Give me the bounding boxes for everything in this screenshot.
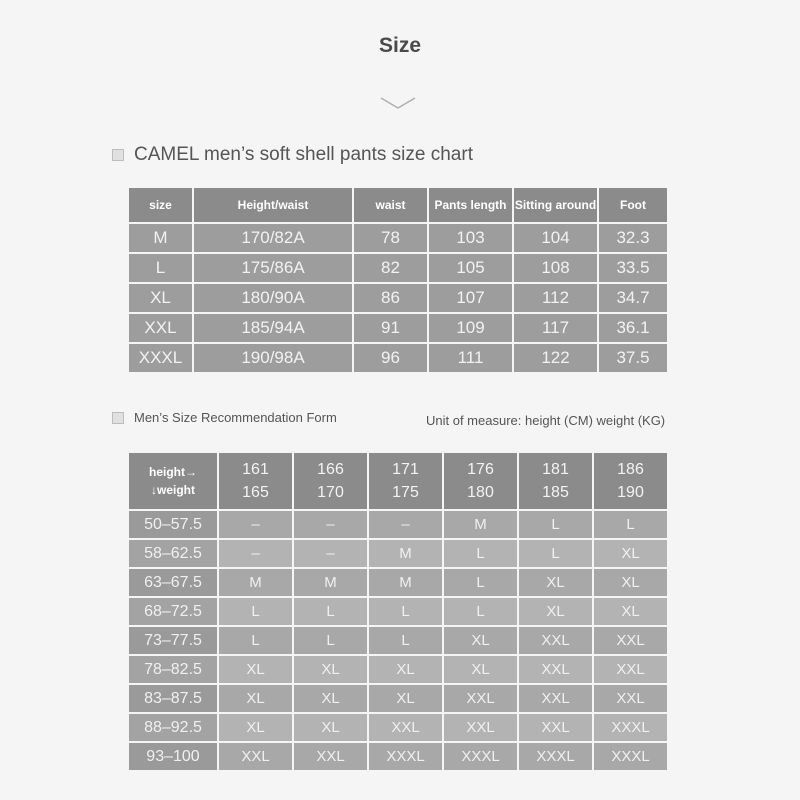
weight-label: weight — [157, 483, 195, 497]
table-cell: 107 — [428, 283, 513, 313]
height-range-min: 161 — [242, 461, 269, 478]
right-arrow-icon: → — [185, 465, 197, 479]
size-cell: L — [443, 568, 518, 597]
size-cell: XL — [443, 626, 518, 655]
height-range-header — [593, 452, 668, 510]
table-row — [128, 713, 668, 742]
size-chart-column-header: size — [128, 187, 193, 223]
size-cell: L — [293, 597, 368, 626]
table-cell: 111 — [428, 343, 513, 373]
size-chart-header-row — [128, 187, 668, 223]
table-cell: 170/82A — [193, 223, 353, 253]
size-cell: XL — [218, 655, 293, 684]
weight-range-cell: 50–57.5 — [128, 510, 218, 539]
weight-range-cell: 88–92.5 — [128, 713, 218, 742]
weight-range-cell: 73–77.5 — [128, 626, 218, 655]
size-cell: XL — [593, 597, 668, 626]
size-cell: M — [443, 510, 518, 539]
size-cell: XL — [518, 568, 593, 597]
weight-range-cell: 63–67.5 — [128, 568, 218, 597]
size-cell: XXXL — [593, 742, 668, 771]
table-row — [128, 313, 668, 343]
size-cell: XL — [368, 655, 443, 684]
page-title: Size — [378, 34, 422, 57]
square-bullet-icon — [112, 412, 124, 424]
size-cell: – — [218, 510, 293, 539]
size-cell: XXL — [443, 684, 518, 713]
table-cell: 122 — [513, 343, 598, 373]
size-cell: L — [218, 626, 293, 655]
height-range-header — [518, 452, 593, 510]
size-cell: XL — [368, 684, 443, 713]
size-cell: XL — [593, 568, 668, 597]
size-cell: L — [293, 626, 368, 655]
size-cell: XXL — [368, 713, 443, 742]
table-cell: 33.5 — [598, 253, 668, 283]
weight-range-cell: 78–82.5 — [128, 655, 218, 684]
table-cell: 180/90A — [193, 283, 353, 313]
size-cell: M — [218, 568, 293, 597]
size-chart-column-header: waist — [353, 187, 428, 223]
weight-range-cell: 68–72.5 — [128, 597, 218, 626]
table-row — [128, 343, 668, 373]
table-row — [128, 253, 668, 283]
size-cell: XXXL — [443, 742, 518, 771]
table-cell: 104 — [513, 223, 598, 253]
size-cell: M — [368, 568, 443, 597]
height-range-max: 185 — [542, 484, 569, 501]
size-cell: XL — [593, 539, 668, 568]
table-cell: 112 — [513, 283, 598, 313]
table-cell: 32.3 — [598, 223, 668, 253]
size-cell: L — [218, 597, 293, 626]
weight-range-cell: 58–62.5 — [128, 539, 218, 568]
table-row — [128, 626, 668, 655]
height-range-min: 171 — [392, 461, 419, 478]
table-cell: 109 — [428, 313, 513, 343]
table-row — [128, 597, 668, 626]
corner-header — [128, 452, 218, 510]
table-cell: 37.5 — [598, 343, 668, 373]
height-range-max: 190 — [617, 484, 644, 501]
size-cell: L — [368, 597, 443, 626]
weight-range-cell: 83–87.5 — [128, 684, 218, 713]
size-cell: XXL — [518, 655, 593, 684]
size-chart-title: CAMEL men’s soft shell pants size chart — [134, 144, 473, 165]
size-cell: L — [518, 539, 593, 568]
table-row — [128, 568, 668, 597]
size-cell: XL — [293, 713, 368, 742]
table-cell: 108 — [513, 253, 598, 283]
height-label: height — [149, 465, 185, 479]
height-range-header — [368, 452, 443, 510]
size-cell: XXXL — [518, 742, 593, 771]
size-cell: XXL — [443, 713, 518, 742]
height-range-min: 186 — [617, 461, 644, 478]
chevron-down-icon — [380, 96, 416, 110]
height-range-min: 166 — [317, 461, 344, 478]
table-row — [128, 742, 668, 771]
weight-range-cell: 93–100 — [128, 742, 218, 771]
size-cell: XL — [443, 655, 518, 684]
size-cell: XL — [293, 684, 368, 713]
square-bullet-icon — [112, 149, 124, 161]
table-cell: M — [128, 223, 193, 253]
table-cell: 103 — [428, 223, 513, 253]
size-cell: – — [218, 539, 293, 568]
size-cell: XXL — [218, 742, 293, 771]
size-cell: L — [518, 510, 593, 539]
height-range-header — [443, 452, 518, 510]
down-arrow-icon: ↓ — [151, 483, 157, 497]
height-range-header — [293, 452, 368, 510]
table-row — [128, 510, 668, 539]
size-cell: – — [293, 539, 368, 568]
size-cell: XXXL — [593, 713, 668, 742]
table-row — [128, 223, 668, 253]
table-cell: 78 — [353, 223, 428, 253]
size-cell: XXL — [593, 655, 668, 684]
table-row — [128, 283, 668, 313]
recommendation-heading — [112, 410, 337, 425]
table-cell: XL — [128, 283, 193, 313]
size-cell: L — [593, 510, 668, 539]
table-row — [128, 684, 668, 713]
size-cell: XXL — [293, 742, 368, 771]
table-cell: 86 — [353, 283, 428, 313]
size-cell: XL — [218, 713, 293, 742]
height-range-max: 165 — [242, 484, 269, 501]
size-cell: M — [368, 539, 443, 568]
size-chart-column-header: Pants length — [428, 187, 513, 223]
size-cell: L — [443, 539, 518, 568]
table-cell: 185/94A — [193, 313, 353, 343]
size-cell: – — [293, 510, 368, 539]
size-chart-column-header: Foot — [598, 187, 668, 223]
size-cell: XXL — [593, 626, 668, 655]
table-cell: 190/98A — [193, 343, 353, 373]
height-range-header — [218, 452, 293, 510]
size-cell: XL — [218, 684, 293, 713]
size-cell: XL — [293, 655, 368, 684]
height-range-max: 175 — [392, 484, 419, 501]
recommendation-header-row — [128, 452, 668, 510]
height-range-max: 170 — [317, 484, 344, 501]
size-cell: XXXL — [368, 742, 443, 771]
size-cell: L — [368, 626, 443, 655]
size-cell: – — [368, 510, 443, 539]
size-chart-heading — [112, 144, 473, 166]
table-cell: XXL — [128, 313, 193, 343]
table-cell: 105 — [428, 253, 513, 283]
size-chart-column-header: Sitting around — [513, 187, 598, 223]
height-range-min: 176 — [467, 461, 494, 478]
table-cell: XXXL — [128, 343, 193, 373]
unit-note: Unit of measure: height (CM) weight (KG) — [426, 413, 666, 428]
table-row — [128, 539, 668, 568]
size-cell: M — [293, 568, 368, 597]
table-cell: 96 — [353, 343, 428, 373]
size-cell: XL — [518, 597, 593, 626]
size-cell: XXL — [593, 684, 668, 713]
size-cell: XXL — [518, 684, 593, 713]
table-cell: 34.7 — [598, 283, 668, 313]
height-range-min: 181 — [542, 461, 569, 478]
size-cell: XXL — [518, 626, 593, 655]
table-cell: 91 — [353, 313, 428, 343]
recommendation-title: Men’s Size Recommendation Form — [134, 410, 337, 425]
table-cell: L — [128, 253, 193, 283]
height-range-max: 180 — [467, 484, 494, 501]
table-cell: 82 — [353, 253, 428, 283]
size-chart-column-header: Height/waist — [193, 187, 353, 223]
size-cell: XXL — [518, 713, 593, 742]
size-cell: L — [443, 597, 518, 626]
table-cell: 175/86A — [193, 253, 353, 283]
table-row — [128, 655, 668, 684]
table-cell: 36.1 — [598, 313, 668, 343]
table-cell: 117 — [513, 313, 598, 343]
size-chart-table — [127, 186, 669, 374]
recommendation-table — [127, 451, 669, 772]
